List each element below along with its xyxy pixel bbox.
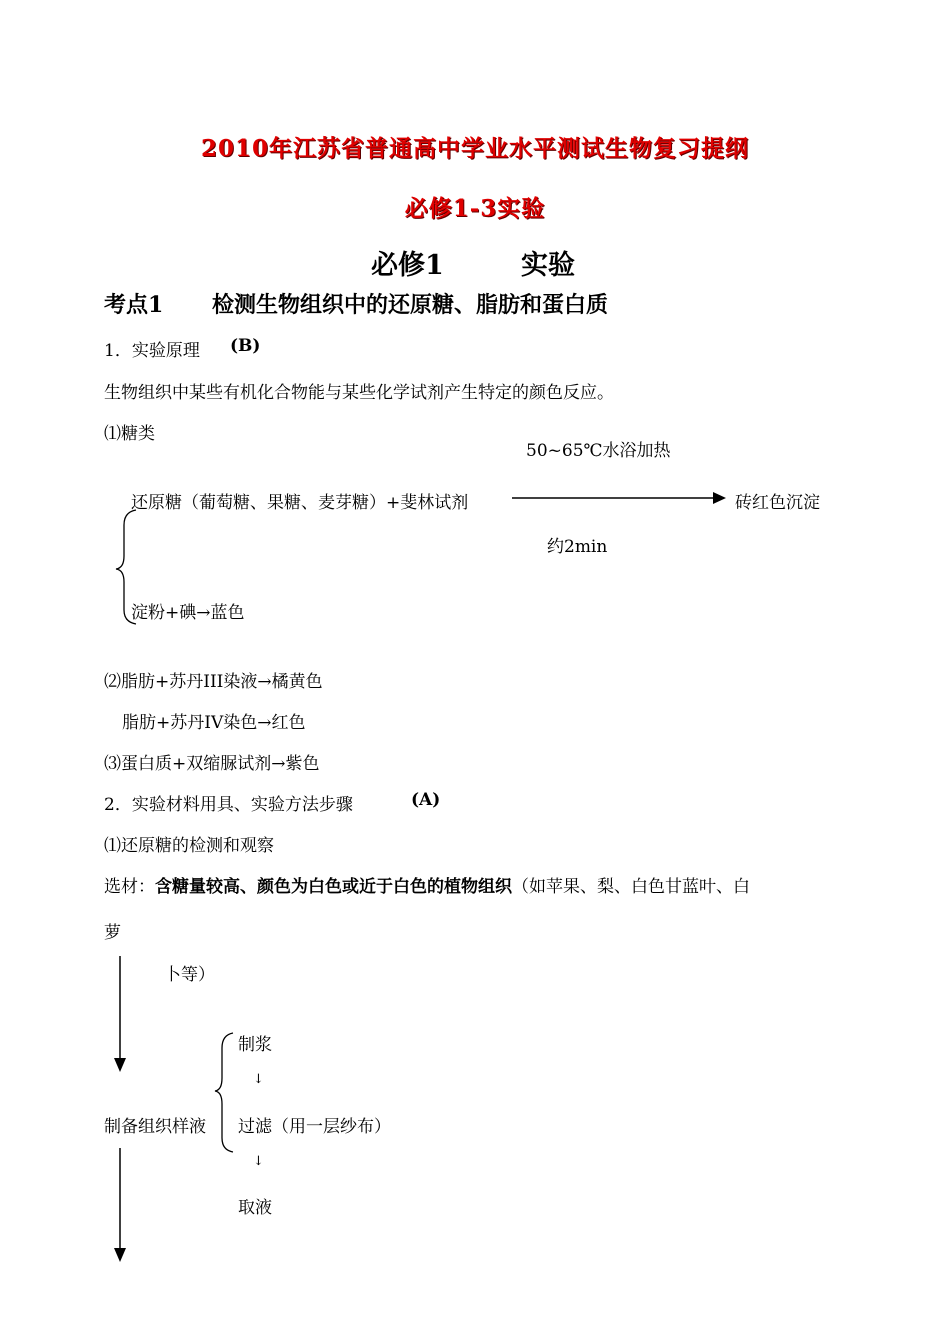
right-arrow-icon bbox=[713, 492, 726, 504]
reducing-sugar-reaction: 还原糖（葡萄糖、果糖、麦芽糖）+斐林试剂 bbox=[131, 493, 469, 513]
sugar-label: ⑴糖类 bbox=[104, 424, 155, 444]
reaction-condition-bottom: 约2min bbox=[547, 537, 608, 557]
reducing-sugar-test-heading: ⑴还原糖的检测和观察 bbox=[104, 836, 274, 856]
left-brace-icon bbox=[116, 510, 136, 624]
starch-reaction: 淀粉+碘→蓝色 bbox=[131, 603, 245, 623]
small-down-arrow-icon: ↓ bbox=[253, 1154, 264, 1169]
prepare-sample: 制备组织样液 bbox=[104, 1117, 206, 1137]
materials-level: (A) bbox=[411, 790, 441, 810]
left-brace-icon bbox=[215, 1033, 233, 1152]
small-down-arrow-icon: ↓ bbox=[253, 1072, 264, 1087]
principle-level: (B) bbox=[230, 336, 261, 356]
selection-label: 选材： bbox=[104, 877, 155, 897]
step-extract: 取液 bbox=[238, 1198, 272, 1218]
point-title: 检测生物组织中的还原糖、脂肪和蛋白质 bbox=[212, 292, 609, 318]
step-filtering: 过滤（用一层纱布） bbox=[238, 1117, 391, 1137]
step-pulping: 制浆 bbox=[238, 1035, 272, 1055]
module-name: 必修1 bbox=[371, 250, 444, 281]
point-label: 考点1 bbox=[104, 292, 164, 318]
down-arrow-icon bbox=[114, 1058, 126, 1072]
reaction-condition-top: 50~65℃水浴加热 bbox=[526, 441, 671, 461]
materials-heading: 2．实验材料用具、实验方法步骤 bbox=[104, 795, 353, 815]
reaction-product: 砖红色沉淀 bbox=[735, 493, 820, 513]
principle-intro: 生物组织中某些有机化合物能与某些化学试剂产生特定的颜色反应。 bbox=[104, 383, 614, 403]
principle-heading: 1．实验原理 bbox=[104, 341, 200, 361]
selection-wrap-1: 萝 bbox=[104, 923, 121, 943]
selection-wrap-2: 卜等） bbox=[164, 965, 215, 985]
document-subtitle: 必修1-3实验 bbox=[404, 195, 546, 222]
protein-reaction: ⑶蛋白质+双缩脲试剂→紫色 bbox=[104, 754, 320, 774]
fat-reaction-2: 脂肪+苏丹IV染色→红色 bbox=[122, 713, 306, 733]
selection-examples: （如苹果、梨、白色甘蓝叶、白 bbox=[512, 877, 750, 897]
down-arrow-icon bbox=[114, 1248, 126, 1262]
fat-reaction-1: ⑵脂肪+苏丹III染液→橘黄色 bbox=[104, 672, 323, 692]
document-title: 2010年江苏省普通高中学业水平测试生物复习提纲 bbox=[200, 135, 749, 162]
selection-criteria: 含糖量较高、颜色为白色或近于白色的植物组织 bbox=[155, 877, 512, 897]
module-topic: 实验 bbox=[521, 250, 575, 281]
